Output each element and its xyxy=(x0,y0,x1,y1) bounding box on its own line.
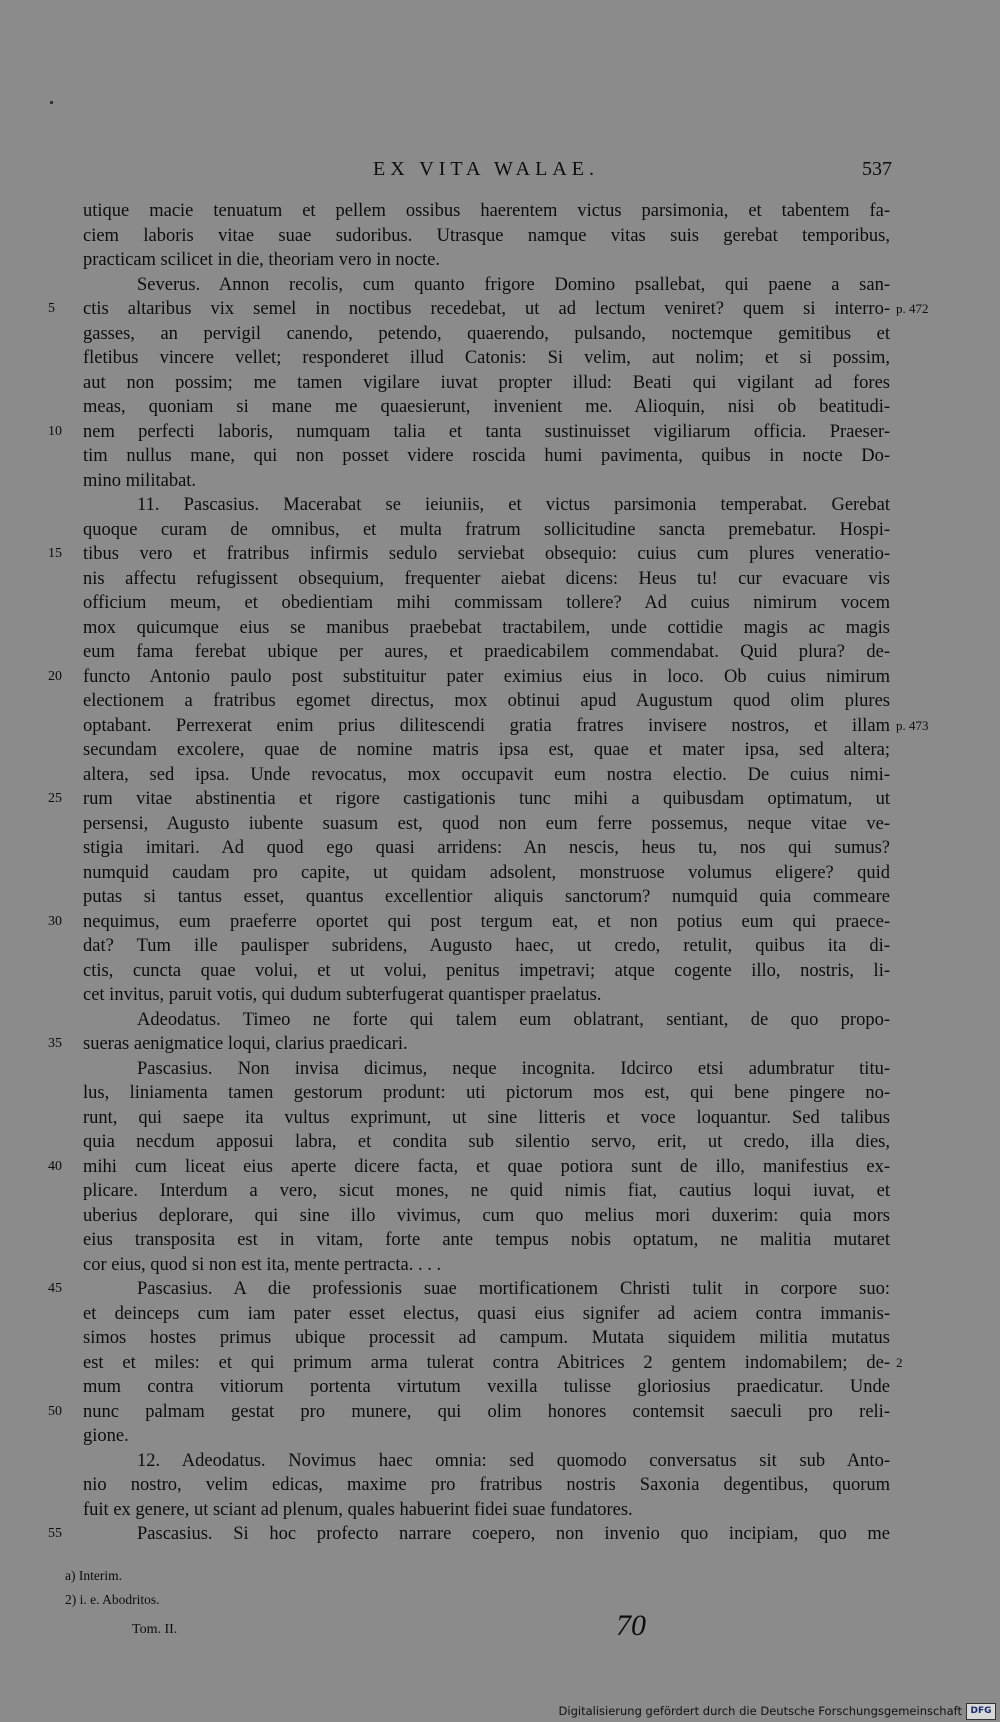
line-text: eum fama ferebat ubique per aures, et praedicabilem commendabat. Quid plura? de- xyxy=(83,642,890,662)
footnote-2: 2) i. e. Abodritos. xyxy=(65,1592,160,1607)
text-line xyxy=(0,542,1000,567)
line-number: 20 xyxy=(48,668,62,684)
text-line xyxy=(0,1277,1000,1302)
text-line xyxy=(0,1522,1000,1547)
line-text: quoque curam de omnibus, et multa fratrum sollicitudine sancta premebatur. Hospi- xyxy=(83,519,890,540)
page-number: 537 xyxy=(862,158,892,180)
line-text: gasses, an pervigil canendo, petendo, quaerendo, pulsando, noctemque gemitibus et xyxy=(83,323,890,344)
text-line xyxy=(0,1473,1000,1498)
scan-speck xyxy=(50,101,53,104)
line-text: et deinceps cum iam pater esset electus, quasi eius signifer ad aciem contra immanis- xyxy=(83,1303,890,1324)
line-text: nequimus, eum praeferre oportet qui post tergum eat, et non potius eum qui praece- xyxy=(83,911,890,932)
line-number: 15 xyxy=(48,546,62,561)
text-line xyxy=(0,885,1000,910)
text-line xyxy=(0,199,1000,224)
line-text: mino militabat. xyxy=(83,470,197,491)
line-text: uberius deplorare, qui sine illo vivimus, cum quo melius mori duxerim: quia mors xyxy=(83,1205,890,1226)
line-text: utique macie tenuatum et pellem ossibus haerentem victus parsimonia, et tabentem fa- xyxy=(83,201,890,221)
text-line xyxy=(0,738,1000,763)
margin-reference: p. 472 xyxy=(896,301,929,316)
text-line xyxy=(0,469,1000,494)
line-text: secundam excolere, quae de nomine matris ipsa est, quae et mater ipsa, sed altera; xyxy=(83,740,890,760)
body-text xyxy=(0,199,1000,1547)
line-text: tim nullus mane, qui non posset videre roscida humi pavimenta, quibus in nocte Do- xyxy=(83,446,890,466)
text-line xyxy=(0,640,1000,665)
line-text: Pascasius. Si hoc profecto narrare coepero, non invenio quo incipiam, quo me xyxy=(137,1524,890,1544)
line-text: nio nostro, velim edicas, maxime pro fratribus nostris Saxonia degentibus, quorum xyxy=(83,1475,890,1495)
line-number: 10 xyxy=(48,423,62,439)
line-text: ctis, cuncta quae volui, et ut volui, penitus impetravi; atque cogente illo, nostris, li- xyxy=(83,960,890,981)
line-text: numquid caudam pro capite, ut quidam adsolent, monstruose volumus eligere? quid xyxy=(83,862,890,883)
line-text: 11. Pascasius. Macerabat se ieiuniis, et victus parsimonia temperabat. Gerebat xyxy=(137,495,890,515)
line-text: functo Antonio paulo post substituitur pater eximius eius in loco. Ob cuius nimirum xyxy=(83,666,890,687)
text-line xyxy=(0,714,1000,739)
text-line xyxy=(0,1081,1000,1106)
text-line xyxy=(0,763,1000,788)
text-line xyxy=(0,248,1000,273)
line-text: Pascasius. Non invisa dicimus, neque incognita. Idcirco etsi adumbratur titu- xyxy=(137,1058,890,1079)
line-number: 30 xyxy=(48,913,62,929)
text-line xyxy=(0,1106,1000,1131)
line-text: runt, qui saepe ita vultus exprimunt, ut sine litteris et voce loquantur. Sed talibus xyxy=(83,1107,890,1128)
digitization-footer xyxy=(0,1700,1000,1722)
line-text: rum vitae abstinentia et rigore castigationis tunc mihi a quibusdam optimatum, ut xyxy=(83,789,890,809)
line-text: practicam scilicet in die, theoriam vero in nocte. xyxy=(83,250,441,270)
text-line xyxy=(0,787,1000,812)
line-text: officium meum, et obedientiam mihi commissam tollere? Ad cuius nimirum vocem xyxy=(83,593,890,613)
line-text: Adeodatus. Timeo ne forte qui talem eum oblatrant, sentiant, de quo propo- xyxy=(137,1009,890,1030)
line-text: cet invitus, paruit votis, qui dudum subterfugerat quantisper praelatus. xyxy=(83,985,602,1005)
text-line xyxy=(0,1302,1000,1327)
text-line xyxy=(0,297,1000,322)
line-text: lus, liniamenta tamen gestorum produnt: uti pictorum mos est, qui bene pingere no- xyxy=(83,1083,890,1103)
text-line xyxy=(0,1400,1000,1425)
text-line xyxy=(0,934,1000,959)
text-line xyxy=(0,322,1000,347)
line-number: 55 xyxy=(48,1526,62,1541)
line-text: eius transposita est in vitam, forte ante tempus nobis optatum, ne malitia mutaret xyxy=(83,1230,890,1250)
footnote-a: a) Interim. xyxy=(65,1568,122,1583)
running-header xyxy=(80,158,892,188)
line-text: nis affectu refugissent obsequium, frequenter aiebat dicens: Heus tu! cur evacuare vis xyxy=(83,568,890,589)
line-text: simos hostes primus ubique processit ad campum. Mutata siquidem militia mutatus xyxy=(83,1328,890,1348)
text-line xyxy=(0,910,1000,935)
text-line xyxy=(0,1424,1000,1449)
funding-credit: Digitalisierung gefördert durch die Deutsche Forschungsgemeinschaft xyxy=(558,1704,962,1718)
text-line xyxy=(0,518,1000,543)
line-text: ciem laboris vitae suae sudoribus. Utrasque namque vitas suis gerebat temporibus, xyxy=(83,225,890,246)
line-number: 35 xyxy=(48,1036,62,1051)
text-line xyxy=(0,371,1000,396)
text-line xyxy=(0,1498,1000,1523)
line-text: mum contra vitiorum portenta virtutum vexilla tulisse gloriosius praedicatur. Unde xyxy=(83,1377,890,1397)
text-line xyxy=(0,1375,1000,1400)
line-text: tibus vero et fratribus infirmis sedulo serviebat obsequio: cuius cum plures veneratio- xyxy=(83,544,890,564)
text-line xyxy=(0,1008,1000,1033)
text-line xyxy=(0,444,1000,469)
line-number: 50 xyxy=(48,1403,62,1419)
text-line xyxy=(0,395,1000,420)
line-text: mihi cum liceat eius aperte dicere facta, et quae potiora sunt de illo, manifestius ex- xyxy=(83,1156,890,1177)
line-text: plicare. Interdum a vero, sicut mones, ne quid nimis fiat, cautius loqui iuvat, et xyxy=(83,1181,890,1201)
line-text: Severus. Annon recolis, cum quanto frigore Domino psallebat, qui paene a san- xyxy=(137,274,890,295)
text-line xyxy=(0,1228,1000,1253)
text-line xyxy=(0,983,1000,1008)
line-text: optabant. Perrexerat enim prius dilitescendi gratia fratres invisere nostros, et illam xyxy=(83,715,890,736)
line-text: mox quicumque eius se manibus praebebat tractabilem, unde cottidie magis ac magis xyxy=(83,617,890,638)
text-line xyxy=(0,689,1000,714)
text-line xyxy=(0,665,1000,690)
line-text: quia necdum apposui labra, et condita sub silentio servo, erit, ut credo, illa dies, xyxy=(83,1132,890,1152)
line-text: electionem a fratribus egomet directus, mox obtinui apud Augustum quod olim plures xyxy=(83,691,890,711)
line-text: putas si tantus esset, quantus excellentior aliquis sanctorum? numquid quia commeare xyxy=(83,887,890,907)
line-text: 12. Adeodatus. Novimus haec omnia: sed quomodo conversatus sit sub Anto- xyxy=(137,1450,890,1471)
running-title: EX VITA WALAE. xyxy=(373,158,599,180)
margin-reference: p. 473 xyxy=(896,717,929,733)
text-line xyxy=(0,567,1000,592)
margin-reference: 2 xyxy=(896,1354,903,1370)
line-number: 45 xyxy=(48,1281,62,1296)
line-text: dat? Tum ille paulisper subridens, Augusto haec, ut credo, retulit, quibus ita di- xyxy=(83,936,890,956)
line-text: persensi, Augusto iubente suasum est, quod non eum ferre possemus, neque vitae ve- xyxy=(83,813,890,834)
dfg-logo: DFG xyxy=(966,1703,996,1720)
text-line xyxy=(0,1351,1000,1376)
text-line xyxy=(0,1155,1000,1180)
line-text: altera, sed ipsa. Unde revocatus, mox occupavit eum nostra electio. De cuius nimi- xyxy=(83,764,890,785)
text-line xyxy=(0,861,1000,886)
line-number: 5 xyxy=(48,301,55,316)
text-line xyxy=(0,346,1000,371)
text-line xyxy=(0,591,1000,616)
text-line xyxy=(0,959,1000,984)
line-text: fuit ex genere, ut sciant ad plenum, quales habuerint fidei suae fundatores. xyxy=(83,1499,633,1520)
text-line xyxy=(0,273,1000,298)
line-text: nunc palmam gestat pro munere, qui olim honores contemsit saeculi pro reli- xyxy=(83,1401,890,1422)
text-line xyxy=(0,1032,1000,1057)
signature-mark: 70 xyxy=(616,1609,646,1642)
text-line xyxy=(0,1057,1000,1082)
text-line xyxy=(0,224,1000,249)
text-line xyxy=(0,1179,1000,1204)
line-text: fletibus vincere vellet; responderet illud Catonis: Si velim, aut nolim; et si possim, xyxy=(83,348,890,368)
text-line xyxy=(0,493,1000,518)
text-line xyxy=(0,420,1000,445)
line-text: cor eius, quod si non est ita, mente pertracta. . . . xyxy=(83,1254,442,1275)
line-number: 40 xyxy=(48,1158,62,1174)
text-line xyxy=(0,1204,1000,1229)
text-line xyxy=(0,1326,1000,1351)
line-text: Pascasius. A die professionis suae mortificationem Christi tulit in corpore suo: xyxy=(137,1279,890,1299)
line-number: 25 xyxy=(48,791,62,806)
line-text: est et miles: et qui primum arma tulerat contra Abitrices 2 gentem indomabilem; de- xyxy=(83,1352,890,1373)
text-line xyxy=(0,616,1000,641)
line-text: meas, quoniam si mane me quaesierunt, invenient me. Alioquin, nisi ob beatitudi- xyxy=(83,397,890,417)
text-line xyxy=(0,1130,1000,1155)
line-text: nem perfecti laboris, numquam talia et tanta sustinuisset vigiliarum officia. Praeser- xyxy=(83,421,890,442)
line-text: ctis altaribus vix semel in noctibus recedebat, ut ad lectum veniret? quem si interro- xyxy=(83,299,890,319)
text-line xyxy=(0,812,1000,837)
line-text: aut non possim; me tamen vigilare iuvat propter illud: Beati qui vigilant ad fores xyxy=(83,372,890,393)
text-line xyxy=(0,1253,1000,1278)
line-text: gione. xyxy=(83,1426,129,1446)
volume-mark: Tom. II. xyxy=(132,1622,178,1637)
text-line xyxy=(0,1449,1000,1474)
line-text: sueras aenigmatice loqui, clarius praedicari. xyxy=(83,1034,408,1054)
text-line xyxy=(0,836,1000,861)
line-text: stigia imitari. Ad quod ego quasi arridens: An nescis, heus tu, nos qui sumus? xyxy=(83,838,890,858)
